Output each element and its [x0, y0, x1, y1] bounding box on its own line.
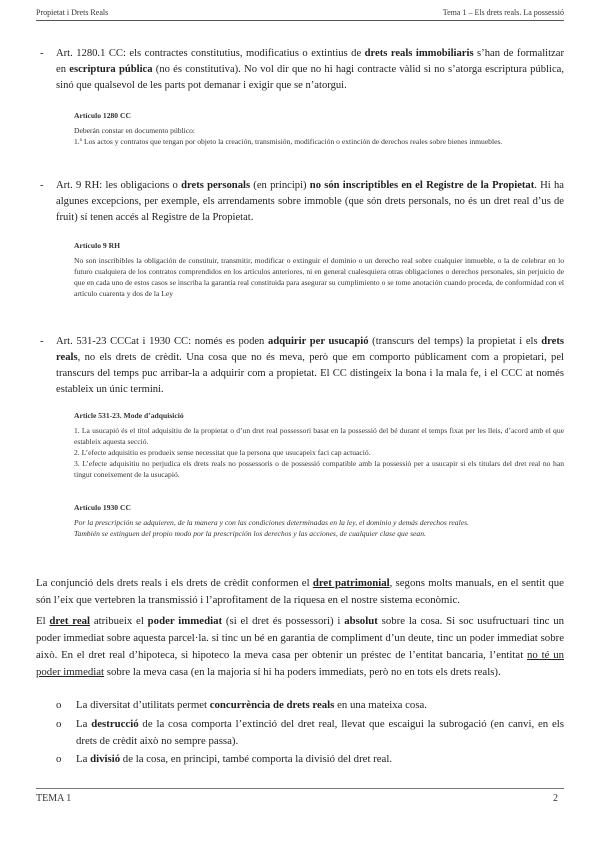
- bullet-art-531-23: [40, 334, 565, 398]
- quote-text: No son inscribibles la obligación de constituir, transmitir, modificar o extinguir el dominio o un derecho real sobre cualquier inmueble, o la de celebrar en lo futuro cualquiera de los contratos comprendidos en los artículos anteriores, ni en general cualesquiera otras obligaciones o derechos personales, sin perjuicio de que en cada uno de estos casos se inscriba la garantía real constituida para asegurar su cumplimiento o se tome anotación cuando proceda, de conformidad con el artículo cuarenta y dos de la Ley: [74, 256, 564, 298]
- bold-text: destrucció: [91, 718, 139, 730]
- quote-line: 1. La usucapió és el títol adquisitiu de la propietat o d’un dret real possessori basat en la possessió del bé durant el temps fixat per les lleis, d’acord amb el que estableix aquesta secció.: [74, 426, 564, 446]
- text: (si el dret és possessori) i: [222, 615, 345, 627]
- text: La conjunció dels drets reals i els drets de crèdit conformen el: [36, 577, 313, 589]
- text: sobre la cosa. Si soc usufructuari tinc un poder immediat sobre aquesta parcel·la. si tinc un bé en garantia de compliment d’un deute, tinc un poder immediat sobre això. En el dret real d’hipoteca, si hipoteco la meva casa per obtenir un préstec de l’entitat bancaria, l’entitat: [36, 615, 565, 661]
- sub-item-marker: o: [56, 718, 62, 730]
- bullet-dash: -: [40, 336, 44, 347]
- quote-art-1930-cc: [74, 502, 564, 539]
- bullet-art-9-rh: [40, 178, 564, 226]
- quote-line: 1.º Los actos y contratos que tengan por objeto la creación, transmisión, modificación o extinción de derechos reales sobre bienes inmuebles.: [74, 137, 503, 146]
- quote-art-1280-cc: [74, 110, 564, 147]
- sub-item-marker: o: [56, 753, 62, 765]
- quote-line: Deberán constar en documento público:: [74, 126, 196, 135]
- bold-text: absolut: [344, 615, 378, 627]
- sub-item: [56, 697, 564, 714]
- bold-text: drets reals immobiliaris: [364, 48, 474, 59]
- page-header: [36, 6, 564, 21]
- sub-item-marker: o: [56, 699, 62, 711]
- paragraph-dret-patrimonial: [36, 575, 564, 609]
- text: (transcurs del temps) la propietat i els: [368, 336, 542, 347]
- quote-line: 2. L’efecte adquisitiu es produeix sense necessitat que la persona que usucapeix faci cap actuació.: [74, 448, 371, 457]
- quote-title: Artículo 9 RH: [74, 241, 120, 250]
- text: La: [76, 718, 92, 730]
- bold-text: drets reals: [56, 336, 565, 363]
- bullet-dash: -: [40, 48, 44, 59]
- text: en una mateixa cosa.: [334, 699, 428, 711]
- bold-text: poder immediat: [147, 615, 223, 627]
- header-right: Tema 1 – Els drets reals. La possessió: [442, 8, 564, 17]
- paragraph-dret-real: [36, 613, 564, 681]
- text: sobre la meva casa (en la majoria sí hi ha poders immediats, però no en tots els drets reals).: [104, 666, 501, 678]
- text: , no els drets de crèdit. Una cosa que no és meva, però que em comporto públicament com a propietari, pel transcurs del temps puc arribar-la a adquirir com a propietat. El CC distingeix la bona i la mala fe, i el CCC at només estableix un únic termini.: [56, 352, 564, 395]
- text: (en principi): [250, 180, 310, 191]
- underlined-text: no té un poder immediat: [36, 649, 564, 678]
- quote-title: Article 531-23. Mode d’adquisició: [74, 411, 184, 420]
- page-footer: [36, 788, 564, 805]
- text: Art. 9 RH: les obligacions o: [56, 180, 182, 191]
- text: atribueix el: [90, 615, 148, 627]
- bullet-dash: -: [40, 180, 44, 191]
- text: (no és constitutiva). No vol dir que no hi hagi contracte vàlid si no s’atorga escriptura pública, sinó que qualsevol de les parts pot demanar i exigir que se n’atorgui.: [56, 64, 564, 91]
- bold-text: no són inscriptibles en el Registre de la Propietat: [309, 180, 535, 191]
- quote-title: Artículo 1930 CC: [74, 503, 131, 512]
- text: , segons molts manuals, en el sentit que són l’eix que vertebren la transmissió i l’aprofitament de la riquesa en el nostre sistema econòmic.: [36, 577, 564, 606]
- quote-line: Por la prescripción se adquieren, de la manera y con las condiciones determinadas en la ley, el dominio y demás derechos reales.: [74, 518, 469, 527]
- bullet-art-1280: [40, 46, 564, 94]
- text: El: [36, 615, 50, 627]
- text: Art. 1280.1 CC: els contractes constitutius, modificatius o extintius de: [56, 48, 365, 59]
- text: La: [76, 753, 91, 765]
- sub-item: [56, 716, 564, 750]
- text: . Hi ha algunes excepcions, per exemple, els arrendaments sobre immoble (que són drets personals, no és un dret real d’us de fruit) sí tenen accés al Registre de la Propietat.: [56, 180, 564, 223]
- bold-text: dret patrimonial: [312, 577, 390, 589]
- quote-art-9-rh: [74, 240, 564, 299]
- quote-title: Artículo 1280 CC: [74, 111, 131, 120]
- bold-text: concurrència de drets reals: [209, 699, 335, 711]
- bold-text: divisió: [90, 753, 121, 765]
- bold-text: adquirir per usucapió: [268, 336, 369, 347]
- sub-item: [56, 751, 564, 768]
- quote-line: También se extinguen del propio modo por la prescripción los derechos y las acciones, de cualquier clase que sean.: [74, 529, 426, 538]
- text: Art. 531-23 CCCat i 1930 CC: només es poden: [56, 336, 269, 347]
- text: de la cosa comporta l’extinció del dret real, llevat que escaigui la subrogació (en canvi, en els drets de crèdit això no sempre passa).: [76, 718, 564, 747]
- page-number: 2: [553, 793, 558, 804]
- text: s’han de formalitzar en: [56, 48, 564, 75]
- bold-underlined-text: dret real: [49, 615, 91, 627]
- text: La diversitat d’utilitats permet: [76, 699, 210, 711]
- bold-text: escriptura pública: [69, 64, 153, 75]
- footer-left: TEMA 1: [36, 793, 72, 804]
- quote-line: 3. L’efecte adquisitiu no perjudica els drets reals no possessoris o de possessió compatible amb la possessió per a usucapir si els titulars del dret real no han tingut coneixement de la usucapió.: [74, 459, 564, 479]
- bold-text: drets personals: [181, 180, 251, 191]
- quote-art-531-23: [74, 410, 564, 480]
- text: de la cosa, en principi, també comporta la divisió del dret real.: [120, 753, 393, 765]
- header-left: Propietat i Drets Reals: [36, 8, 109, 17]
